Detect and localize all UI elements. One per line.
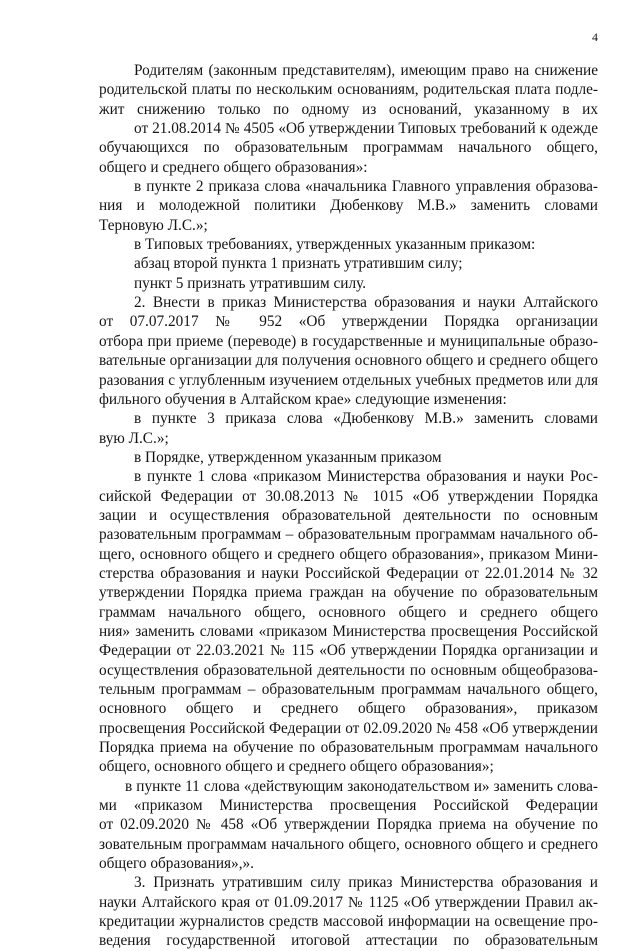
text-line: кредитации журналистов средств массовой информации на освещение про-	[99, 913, 598, 931]
text-line: абзац второй пункта 1 признать утратившим силу;	[134, 255, 463, 273]
text-line: обучающихся по образовательным программам начального общего,	[99, 139, 598, 157]
text-line: от 02.09.2020 № 458 «Об утверждении Порядка приема на обучение по	[99, 816, 598, 834]
text-line: зовательным программам начального общего, основного общего и среднего	[99, 835, 598, 853]
text-line: в пункте 3 приказа слова «Дюбенкову М.В.» заменить словами	[134, 410, 598, 428]
text-line: утверждении Порядка приема граждан на обучение по образовательным	[99, 584, 598, 602]
text-line: 3. Признать утратившим силу приказ Министерства образования и	[134, 874, 598, 892]
text-line: Родителям (законным представителям), имеющим право на снижение	[134, 62, 598, 79]
text-line: фильного обучения в Алтайском крае» следующие изменения:	[99, 390, 507, 408]
text-line: Терновую Л.С.»;	[99, 216, 208, 234]
text-line: вую Л.С.»;	[99, 429, 169, 447]
text-line: зации и осуществления образовательной деятельности по основным	[99, 506, 598, 524]
text-line: вательные организации для получения основного общего и среднего общего	[99, 352, 598, 370]
text-line: просвещения Российской Федерации от 02.09.2020 № 458 «Об утверждении	[99, 719, 598, 737]
text-line: от 21.08.2014 № 4505 «Об утверждении Типовых требований к одежде	[134, 120, 598, 138]
text-line: в пункте 11 слова «действующим законодательством и» заменить слова-	[125, 777, 598, 795]
text-line: стерства образования и науки Российской Федерации от 22.01.2014 № 32	[99, 564, 598, 582]
text-line: в пункте 2 приказа слова «начальника Главного управления образова-	[134, 178, 598, 196]
text-line: Порядка приема на обучение по образовательным программам начального	[99, 739, 598, 757]
text-line: в Типовых требованиях, утвержденных указанным приказом:	[134, 236, 536, 254]
text-line: родительской платы по нескольким основаниям, родительская плата подле-	[99, 81, 598, 99]
text-line: пункт 5 признать утратившим силу.	[134, 274, 367, 292]
text-line: осуществления образовательной деятельности по основным общеобразова-	[99, 661, 598, 679]
text-line: от 07.07.2017 № 952 «Об утверждении Порядка организации	[99, 313, 598, 331]
text-line: в Порядке, утвержденном указанным приказом	[134, 448, 442, 466]
text-line: тельным программам – образовательным программам начального общего,	[99, 681, 598, 698]
text-line: 2. Внести в приказ Министерства образования и науки Алтайского	[134, 294, 598, 312]
text-line: в пункте 1 слова «приказом Министерства образования и науки Рос-	[134, 468, 598, 486]
text-line: науки Алтайского края от 01.09.2017 № 1125 «Об утверждении Правил ак-	[99, 893, 598, 911]
text-line: разования с углубленным изучением отдельных учебных предметов или для	[99, 371, 598, 389]
text-line: общего и среднего общего образования»:	[99, 158, 368, 176]
text-line: граммам начального общего, основного общего и среднего общего	[99, 603, 598, 621]
text-line: ния» заменить словами «приказом Министерства просвещения Российской	[99, 622, 598, 640]
text-line: ния и молодежной политики Дюбенкову М.В.» заменить словами	[99, 197, 598, 215]
text-line: ми «приказом Министерства просвещения Российской Федерации	[99, 797, 598, 815]
text-line: щего, основного общего и среднего общего образования», приказом Мини-	[99, 545, 598, 563]
text-line: общего образования»,».	[99, 855, 255, 873]
text-line: общего, основного общего и среднего общего образования»;	[99, 758, 494, 776]
text-line: разовательным программам – образовательным программам начального об-	[99, 526, 598, 544]
text-line: Федерации от 22.03.2021 № 115 «Об утверждении Порядка организации и	[99, 642, 598, 660]
text-line: сийской Федерации от 30.08.2013 № 1015 «Об утверждении Порядка	[99, 487, 598, 505]
text-line: основного общего и среднего общего образования», приказом	[99, 700, 598, 718]
text-line: ведения государственной итоговой аттестации по образовательным	[99, 932, 598, 950]
text-line: жит снижению только по одному из оснований, указанному в их	[99, 100, 598, 118]
page-number: 4	[592, 30, 598, 44]
document-body	[99, 61, 598, 951]
text-line: отбора при приеме (переводе) в государственные и муниципальные образо-	[99, 332, 598, 350]
